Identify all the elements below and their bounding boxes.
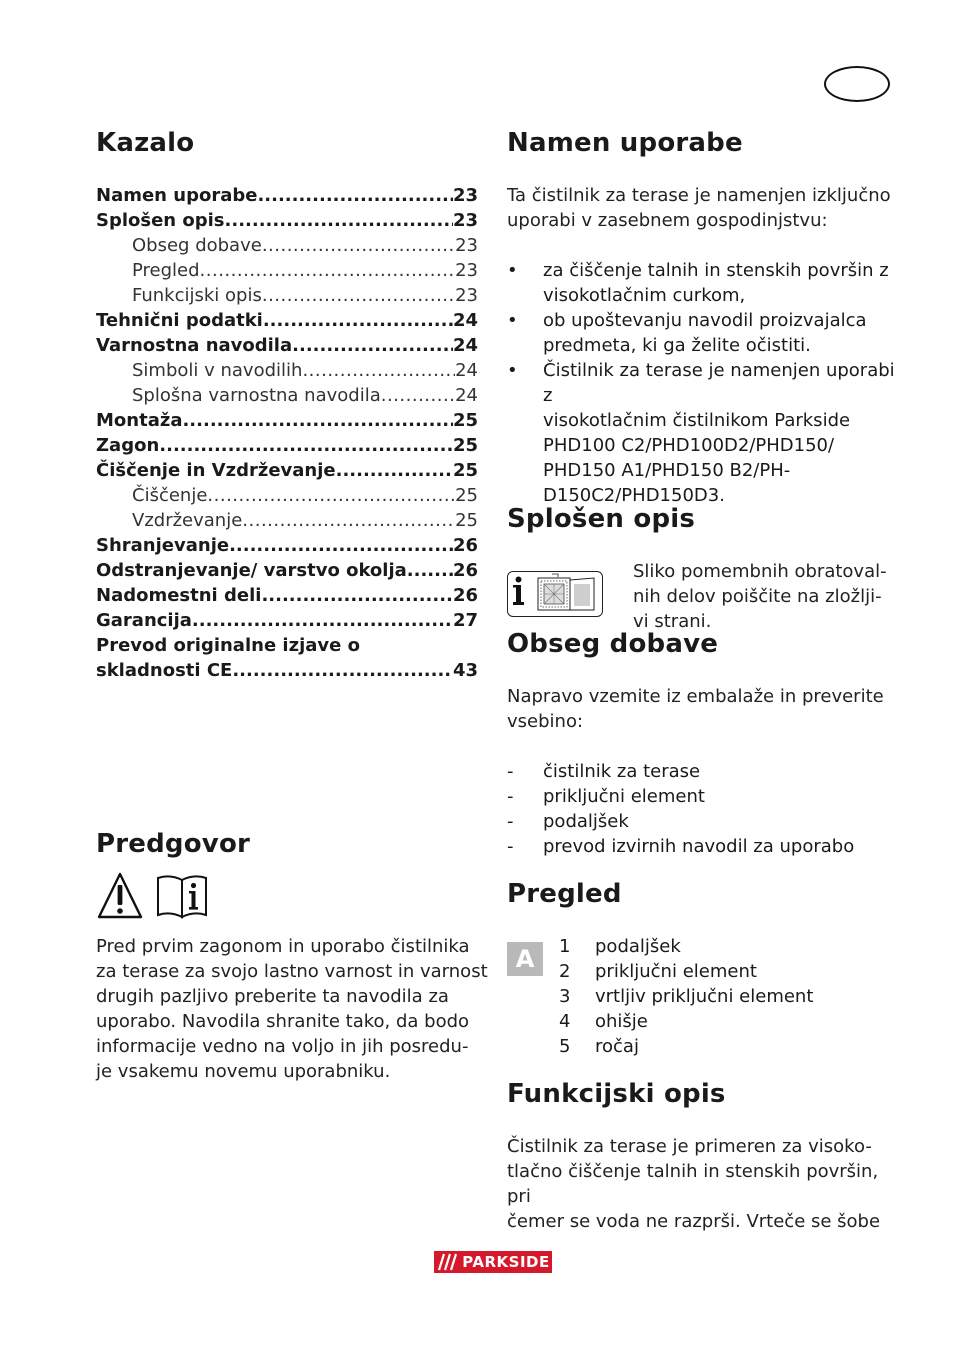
toc-dot-leader (407, 558, 453, 583)
toc-dot-leader (263, 308, 453, 333)
toc-entry (96, 383, 478, 408)
intended-use-intro (507, 183, 907, 233)
toc-entry-title: Splošna varnostna navodila (132, 385, 381, 406)
toc-dot-leader (336, 458, 453, 483)
foreword-line: informacije vedno na voljo in jih posredu- (96, 1036, 469, 1057)
toc-entry (96, 308, 478, 333)
list-item-line: ob upoštevanju navodil proizvajalca (543, 310, 867, 331)
list-item-line: za čiščenje talnih in stenskih površin z (543, 260, 889, 281)
toc-entry-page: 26 (452, 535, 478, 556)
list-item-line: visokotlačnim curkom, (543, 285, 746, 306)
toc-entry-page: 24 (452, 335, 478, 356)
foreword-line: Pred prvim zagonom in uporabo čistilnika (96, 936, 470, 957)
toc-entry-page: 26 (452, 585, 478, 606)
toc-entry-title: Splošen opis (96, 210, 225, 231)
dash-mark: - (507, 811, 514, 832)
toc-entry-page: 24 (455, 360, 478, 381)
warning-triangle-icon (99, 874, 141, 917)
scope-intro (507, 684, 907, 734)
item-number: 4 (559, 1011, 571, 1032)
toc-entry-title: Vzdrževanje (132, 510, 243, 531)
toc-dot-leader (200, 258, 456, 283)
foreword-line: drugih pazljivo preberite ta navodila za (96, 986, 449, 1007)
foreword-text (96, 934, 496, 1084)
list-item-text: podaljšek (543, 811, 629, 832)
list-item (557, 984, 897, 1009)
foreword-title: Predgovor (96, 829, 251, 859)
toc-entry-title: Namen uporabe (96, 185, 258, 206)
function-line: Čistilnik za terase je primeren za visoko- (507, 1136, 872, 1157)
toc-dot-leader (262, 233, 455, 258)
scope-intro-line: vsebino: (507, 711, 584, 732)
table-of-contents (96, 183, 478, 683)
toc-entry-page: 23 (455, 235, 478, 256)
list-item-line: PHD150 A1/PHD150 B2/PH- (543, 460, 791, 481)
general-title: Splošen opis (507, 504, 696, 534)
toc-entry-title: Čiščenje in Vzdrževanje (96, 460, 336, 481)
list-item (557, 934, 897, 959)
toc-entry-page: 23 (455, 260, 478, 281)
list-item (557, 1009, 897, 1034)
toc-entry-page: 25 (455, 510, 478, 531)
bullet-mark: • (507, 310, 518, 331)
toc-dot-leader (381, 383, 455, 408)
foreword-line: uporabo. Navodila shranite tako, da bodo (96, 1011, 470, 1032)
brand-name: PARKSIDE (460, 1251, 552, 1273)
scope-intro-line: Napravo vzemite iz embalaže in preverite (507, 686, 884, 707)
toc-entry-page: 25 (452, 460, 478, 481)
toc-entry (96, 358, 478, 383)
toc-entry (96, 583, 478, 608)
function-line: tlačno čiščenje talnih in stenskih površin, pri (507, 1161, 879, 1207)
item-label: priključni element (595, 961, 757, 982)
foreword-line: za terase za svojo lastno varnost in varnost (96, 961, 488, 982)
toc-entry-title: Tehnični podatki (96, 310, 263, 331)
toc-entry (96, 458, 478, 483)
toc-dot-leader (261, 583, 453, 608)
toc-dot-leader (257, 183, 453, 208)
toc-entry (96, 283, 478, 308)
toc-entry (96, 533, 478, 558)
toc-title: Kazalo (96, 128, 195, 158)
toc-entry (96, 333, 478, 358)
language-badge (824, 66, 890, 102)
toc-entry-title: Čiščenje (132, 485, 208, 506)
intended-use-intro-line: Ta čistilnik za terase je namenjen izključno (507, 185, 891, 206)
toc-entry (96, 608, 478, 633)
function-line: čemer se voda ne razprši. Vrteče se šobe (507, 1211, 881, 1232)
overview-list (557, 934, 897, 1059)
toc-entry-title: skladnosti CE (96, 660, 233, 681)
toc-entry (96, 183, 478, 208)
scope-title: Obseg dobave (507, 629, 719, 659)
toc-entry (96, 208, 478, 233)
function-text (507, 1134, 907, 1234)
toc-entry (96, 433, 478, 458)
toc-entry-title: Prevod originalne izjave o (96, 635, 360, 656)
figure-label-a: A (507, 942, 543, 976)
toc-entry-page: 43 (452, 660, 478, 681)
list-item-line: Čistilnik za terase je namenjen uporabi z (543, 360, 895, 406)
read-manual-icon (158, 876, 206, 917)
toc-entry-title: Pregled (132, 260, 200, 281)
bullet-mark: • (507, 360, 518, 381)
list-item-text: čistilnik za terase (543, 761, 701, 782)
general-line: nih delov poiščite na zložlji- (633, 586, 882, 607)
general-text (633, 559, 903, 634)
toc-entry-page: 24 (452, 310, 478, 331)
dash-mark: - (507, 786, 514, 807)
toc-entry (96, 508, 478, 533)
toc-entry (96, 408, 478, 433)
toc-entry-title: Funkcijski opis (132, 285, 262, 306)
list-item (557, 1034, 897, 1059)
list-item-text: priključni element (543, 786, 705, 807)
toc-entry-title: Zagon (96, 435, 160, 456)
list-item (507, 784, 907, 809)
list-item (507, 258, 907, 308)
list-item (507, 308, 907, 358)
general-line: vi strani. (633, 611, 712, 632)
parkside-logo (434, 1251, 552, 1273)
list-item-line: PHD100 C2/PHD100D2/PHD150/ (543, 435, 835, 456)
list-item (507, 809, 907, 834)
toc-entry-page: 26 (452, 560, 478, 581)
scope-list (507, 759, 907, 859)
toc-dot-leader (242, 508, 455, 533)
toc-dot-leader (229, 533, 453, 558)
item-label: ohišje (595, 1011, 648, 1032)
list-item (507, 759, 907, 784)
toc-entry (96, 658, 478, 683)
toc-entry (96, 483, 478, 508)
toc-entry-page: 25 (455, 485, 478, 506)
info-fold-out-icon (507, 571, 603, 617)
list-item (557, 959, 897, 984)
list-item-text: prevod izvirnih navodil za uporabo (543, 836, 855, 857)
toc-entry (96, 258, 478, 283)
dash-mark: - (507, 836, 514, 857)
toc-dot-leader (232, 658, 453, 683)
list-item-line: D150C2/PHD150D3. (543, 485, 725, 506)
toc-entry-page: 24 (455, 385, 478, 406)
toc-entry-page: 25 (452, 410, 478, 431)
foreword-line: je vsakemu novemu uporabniku. (96, 1061, 391, 1082)
toc-entry-title: Odstranjevanje/ varstvo okolja (96, 560, 407, 581)
toc-dot-leader (207, 483, 455, 508)
item-label: podaljšek (595, 936, 681, 957)
toc-entry-title: Garancija (96, 610, 192, 631)
toc-entry-page: 23 (452, 210, 478, 231)
toc-dot-leader (292, 333, 453, 358)
toc-entry-title: Obseg dobave (132, 235, 262, 256)
toc-dot-leader (192, 608, 453, 633)
overview-title: Pregled (507, 879, 622, 909)
toc-dot-leader (225, 208, 453, 233)
item-number: 2 (559, 961, 571, 982)
item-number: 3 (559, 986, 571, 1007)
toc-entry-title: Montaža (96, 410, 183, 431)
item-label: ročaj (595, 1036, 639, 1057)
toc-entry-title: Simboli v navodilih (132, 360, 303, 381)
list-item (507, 834, 907, 859)
toc-entry-title: Varnostna navodila (96, 335, 293, 356)
intended-use-title: Namen uporabe (507, 128, 743, 158)
toc-entry-page: 25 (452, 435, 478, 456)
item-number: 1 (559, 936, 571, 957)
item-number: 5 (559, 1036, 571, 1057)
foreword-icons (96, 871, 216, 921)
toc-entry-page: 27 (452, 610, 478, 631)
toc-dot-leader (262, 283, 455, 308)
toc-entry-title: Shranjevanje (96, 535, 230, 556)
toc-entry-page: 23 (455, 285, 478, 306)
toc-entry-title: Nadomestni deli (96, 585, 262, 606)
list-item-line: visokotlačnim čistilnikom Parkside (543, 410, 851, 431)
list-item-line: predmeta, ki ga želite očistiti. (543, 335, 811, 356)
toc-entry (96, 233, 478, 258)
toc-dot-leader (159, 433, 453, 458)
intended-use-intro-line: uporabi v zasebnem gospodinjstvu: (507, 210, 828, 231)
toc-entry-page: 23 (452, 185, 478, 206)
toc-dot-leader (302, 358, 455, 383)
intended-use-list (507, 258, 907, 508)
toc-entry (96, 558, 478, 583)
logo-stripes (434, 1251, 460, 1273)
dash-mark: - (507, 761, 514, 782)
toc-dot-leader (182, 408, 452, 433)
general-line: Sliko pomembnih obratoval- (633, 561, 887, 582)
bullet-mark: • (507, 260, 518, 281)
list-item (507, 358, 907, 508)
item-label: vrtljiv priključni element (595, 986, 814, 1007)
toc-entry (96, 633, 478, 658)
function-title: Funkcijski opis (507, 1079, 726, 1109)
